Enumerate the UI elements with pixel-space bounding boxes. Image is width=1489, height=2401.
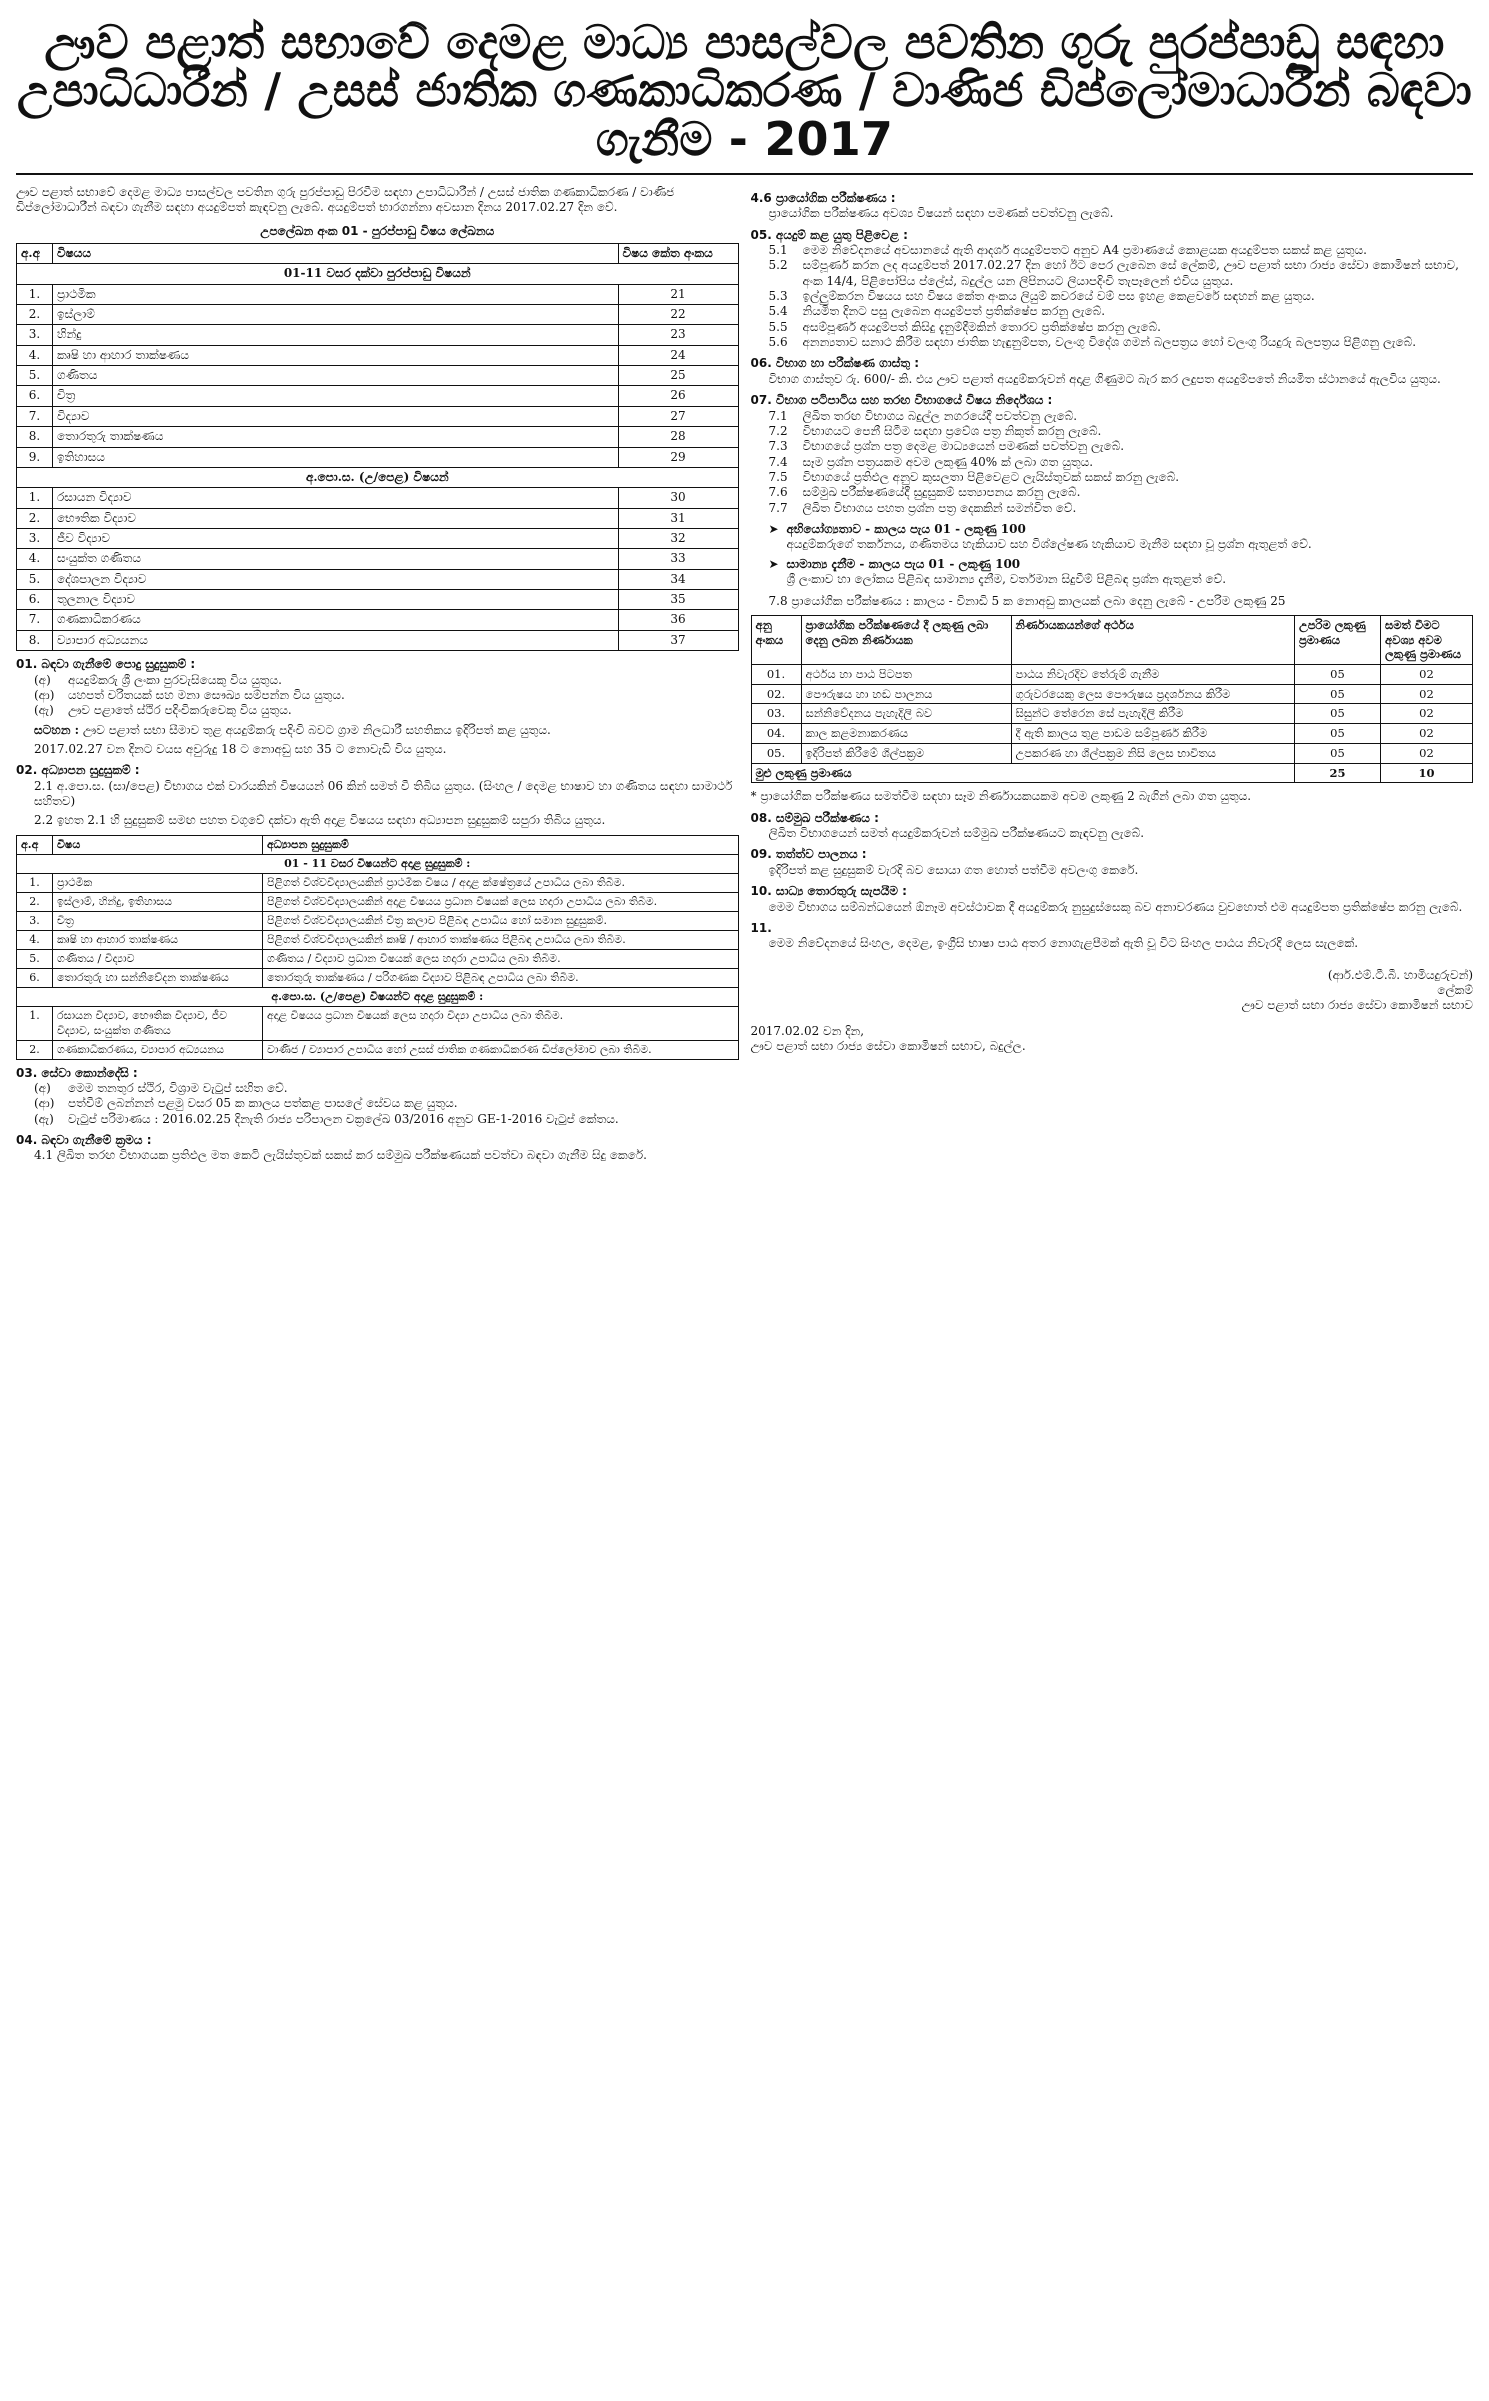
section-10-title: 10. සාධ්‍ය තොරතුරු සැපයීම : [750, 884, 907, 899]
table-row: 4. කෘෂි හා ආහාර තාක්ෂණය 24 [17, 345, 739, 365]
table-row: 1. රසායන විද්‍යාව 30 [17, 488, 739, 508]
section-11-text: මෙම නිවේදනයේ සිංහල, දෙමළ, ඉංග්‍රීසි භාෂා පාඨ අතර නොගැළපීමක් ඇති වූ විට සිංහල පාඨය නිවැරදි ලෙස සැලකේ. [768, 936, 1359, 951]
paper-item [769, 522, 1474, 553]
list-item: (ඇ) ඌව පළාතේ ස්ථිර පදිංචිකරුවෙකු විය යුතුය. [34, 703, 292, 718]
table-row: 1. රසායන විද්‍යාව, භෞතික විද්‍යාව, ජීව විද්‍යාව, සංයුක්ත ගණිතය අදාළ විෂයය ප්‍රධාන විෂයක් ලෙස හදාරා විද්‍යා උපාධිය ලබා තිබීම. [17, 1007, 739, 1040]
list-item: (ඇ) වැටුප් පරිමාණය : 2016.02.25 දිනැති රාජ්‍ය පරිපාලන චක්‍රලේඛ 03/2016 අනුව GE-1-2016 වැටුප් කේතය. [34, 1111, 619, 1126]
list-item: (ආ) යහපත් චරිතයක් සහ මනා සෞඛ්‍ය සම්පන්න විය යුතුය. [34, 687, 345, 702]
title-line-2: උපාධිධාරීන් / උසස් ජාතික ගණකාධිකරණ / වාණිජ ඩිප්ලෝමාධාරීන් බඳවා ගැනීම - 2017 [17, 63, 1472, 166]
list-item: 7.4 සෑම ප්‍රශ්න පත්‍රයකම අවම ලකුණු 40% ක් ලබා ගත යුතුය. [768, 454, 1094, 469]
section-06 [751, 356, 1474, 387]
vacancy-table-header-code: විෂය කේත අංකය [618, 243, 738, 263]
list-item: 5.5 අසම්පූර්ණ අයදුම්පත් කිසිදු දැනුම්දීමකින් තොරව ප්‍රතික්ෂේප කරනු ලැබේ. [768, 319, 1161, 334]
vacancy-group-1: 01-11 වසර දක්වා පුරප්පාඩු විෂයන් [17, 264, 739, 284]
list-item: 7.7 ලිඛිත විභාගය පහත ප්‍රශ්න පත්‍ර දෙකකින් සමන්විත වේ. [768, 500, 1077, 515]
footer-date: 2017.02.02 වන දින, [750, 1023, 865, 1038]
vacancy-table-title: උපලේඛන අංක 01 - පුරප්පාඩු විෂය ලේඛනය [260, 223, 495, 238]
section-09-text: ඉදිරිපත් කළ සුදුසුකම් වැරදි බව සොයා ගත හොත් පත්වීම අවලංගු කෙරේ. [768, 862, 1139, 877]
section-4-6 [751, 191, 1474, 222]
signature-org: ඌව පළාත් සභා රාජ්‍ය සේවා කොමිෂන් සභාව [1241, 998, 1473, 1013]
table-row: 2. ඉස්ලාම්, හින්දු, ඉතිහාසය පිළිගත් විශ්වවිද්‍යාලයකින් අදාළ විෂයය ප්‍රධාන විෂයක් ලෙස හදාරා උපාධිය ලබා තිබීම. [17, 892, 739, 911]
marks-total-row: මුළු ලකුණු ප්‍රමාණය 25 10 [751, 763, 1473, 783]
qual-group-2: අ.පො.ස. (උ/පෙළ) විෂයන්ට අදාළ සුදුසුකම් : [17, 988, 739, 1007]
section-4-6-title: 4.6 ප්‍රායෝගික පරීක්ෂණය : [750, 190, 896, 205]
footer-place: ඌව පළාත් සභා රාජ්‍ය සේවා කොමිෂන් සභාව, බදුල්ල. [750, 1039, 1026, 1054]
list-item: 7.1 ලිඛිත තරඟ විභාගය බදුල්ල නගරයේදී පවත්වනු ලැබේ. [768, 408, 1078, 423]
section-08-title: 08. සම්මුඛ පරීක්ෂණය : [750, 810, 879, 825]
table-row: 7. විද්‍යාව 27 [17, 406, 739, 426]
practical-marks-table [751, 615, 1474, 783]
table-row: 4. සංයුක්ත ගණිතය 33 [17, 549, 739, 569]
table-row: 9. ඉතිහාසය 29 [17, 447, 739, 467]
marks-header-meaning: නිර්ණායකයන්ගේ අර්ථය [1011, 615, 1295, 664]
marks-header-criteria: ප්‍රායෝගික පරීක්ෂණයේ දී ලකුණු ලබා දෙනු ලබන නිර්ණායක [801, 615, 1011, 664]
list-item: 5.2 සම්පූර්ණ කරන ලද අයදුම්පත් 2017.02.27 දින හෝ ඊට පෙර ලැබෙන සේ ලේකම්, ඌව පළාත් සභා රාජ්‍ය සේවා කොමිෂන් සභාව, අංක 14/4, පිළිපෝපිය ප්ලේස්, බදුල්ල යන ලිපිනයට ලියාපදිංචි තැපෑලෙන් එවිය යුතුය. [768, 258, 1459, 288]
section-06-title: 06. විභාග හා පරීක්ෂණ ගාස්තු : [750, 356, 920, 371]
section-11-title: 11. [750, 920, 772, 935]
marks-header-no: අනු අංකය [751, 615, 801, 664]
section-01-age: 2017.02.27 වන දිනට වයස අවුරුදු 18 ට නොඅඩු සහ 35 ට නොවැඩි විය යුතුය. [34, 741, 447, 756]
paper-2-title: සාමාන්‍ය දැනීම - කාලය පැය 01 - ලකුණු 100 [786, 556, 1021, 571]
section-01-note: සටහන : ඌව පළාත් සභා සීමාව තුළ අයදුම්කරු පදිංචි බවට ග්‍රාම නිලධාරී සහතිකය ඉදිරිපත් කළ යුතුය. [34, 722, 551, 737]
title-line-1: ඌව පළාත් සභාවේ දෙමළ මාධ්‍ය පාසල්වල පවතින ගුරු පුරප්පාඩු සඳහා [44, 15, 1445, 69]
signature-title: ලේකම් [1437, 982, 1473, 997]
table-row: 01. අර්ථය හා පාඨ පිටපත පාඨය නිවැරදිව තේරුම් ගැනීම 05 02 [751, 665, 1473, 685]
left-column [16, 185, 739, 2401]
table-row: 2. ගණකාධිකරණය, ව්‍යාපාර අධ්‍යයනය වාණිජ / ව්‍යාපාර උපාධිය හෝ උසස් ජාතික ගණකාධිකරණ ඩිප්ලෝමාව ලබා තිබීම. [17, 1040, 739, 1059]
vacancy-group-2: අ.පො.ස. (උ/පෙළ) විෂයන් [17, 467, 739, 487]
section-09 [751, 847, 1474, 878]
page-title [16, 15, 1473, 166]
table-row: 1. ප්‍රාථමික 21 [17, 284, 739, 304]
signature-name: (ආර්.එම්.ටී.බී. හාමියදුරුවන්) [1327, 967, 1473, 982]
list-item: 7.5 විභාගයේ ප්‍රතිඵල අනුව කුසලතා පිළිවෙළට ලැයිස්තුවක් සකස් කරනු ලැබේ. [768, 470, 1180, 484]
qual-table-header-no: අ.අ [17, 835, 53, 854]
bullet-icon: ➤ [768, 522, 779, 537]
section-02-text-2: 2.2 ඉහත 2.1 හි සුදුසුකම් සමඟ පහත වගුවේ දක්වා ඇති අදාළ විෂයය සඳහා අධ්‍යාපන සුදුසුකම් සපුරා තිබිය යුතුය. [34, 813, 606, 828]
section-04 [16, 1133, 739, 1164]
table-row: 5. ගණිතය 25 [17, 366, 739, 386]
section-05 [751, 228, 1474, 351]
list-item: 7.6 සම්මුඛ පරීක්ෂණයේදී සුදුසුකම් සත්‍යාපනය කරනු ලැබේ. [768, 485, 1081, 500]
qual-table-header-qualification: අධ්‍යාපන සුදුසුකම් [263, 835, 739, 854]
table-row: 6. තුලනාල විද්‍යාව 35 [17, 590, 739, 610]
section-07 [751, 393, 1474, 609]
section-02-title: 02. අධ්‍යාපන සුදුසුකම් : [16, 763, 140, 778]
paper-1-desc: අයදුම්කරුගේ තර්කනය, ගණිතමය හැකියාව සහ විශ්ලේෂණ හැකියාව මැනීම සඳහා වූ ප්‍රශ්න ඇතුළත් වේ. [786, 537, 1312, 552]
section-09-title: 09. තත්ත්ව පාලනය : [750, 847, 867, 862]
section-02 [16, 763, 739, 1059]
table-row: 03. සන්නිවේදනය පැහැදිලි බව සිසුන්ට තේරෙන සේ පැහැදිලි කිරීම 05 02 [751, 704, 1473, 724]
section-11 [751, 921, 1474, 952]
section-05-title: 05. අයදුම් කළ යුතු පිළිවෙළ : [750, 227, 908, 242]
table-row: 8. ව්‍යාපාර අධ්‍යයනය 37 [17, 630, 739, 650]
section-04-text: 4.1 ලිඛිත තරඟ විභාගයක ප්‍රතිඵල මත කෙටි ලැයිස්තුවක් සකස් කර සම්මුඛ පරීක්ෂණයක් පවත්වා බඳවා ගැනීම සිදු කෙරේ. [34, 1148, 647, 1163]
table-row: 1. ප්‍රාථමික පිළිගත් විශ්වවිද්‍යාලයකින් ප්‍රාථමික විෂය / අදාළ ක්ෂේත්‍රයේ උපාධිය ලබා තිබීම. [17, 873, 739, 892]
table-row: 3. හින්දු 23 [17, 325, 739, 345]
section-08 [751, 811, 1474, 842]
list-item: 5.3 ඉල්ලුම්කරන විෂයය සහ විෂය කේත අංකය ලියුම් කවරයේ වම් පස ඉහළ කෙළවරේ සඳහන් කළ යුතුය. [768, 289, 1315, 304]
marks-header-max: උපරිම ලකුණු ප්‍රමාණය [1295, 615, 1381, 664]
list-item: 5.1 මෙම නිවේදනයේ අවසානයේ ඇති ආදර්ශ අයදුම්පතට අනුව A4 ප්‍රමාණයේ කොළයක අයදුම්පත සකස් කළ යුතුය. [768, 242, 1367, 257]
section-01-title: 01. බඳවා ගැනීමේ පොදු සුදුසුකම් : [16, 657, 196, 672]
right-column [751, 185, 1474, 2401]
paper-item [769, 557, 1474, 588]
title-divider [16, 173, 1473, 175]
table-row: 2. ඉස්ලාම් 22 [17, 305, 739, 325]
table-row: 02. පෞරුෂය හා හඬ පාලනය ගුරුවරයෙකු ලෙස පෞරුෂය ප්‍රදර්ශනය කිරීම 05 02 [751, 684, 1473, 704]
marks-header-min: සමත් වීමට අවශ්‍ය අවම ලකුණු ප්‍රමාණය [1381, 615, 1473, 664]
section-10-text: මෙම විභාගය සම්බන්ධයෙන් ඕනෑම අවස්ථාවක දී අයදුම්කරු නුසුදුස්සෙකු බව අනාවරණය වුවහොත් එම අයදුම්පත ප්‍රතික්ෂේප කරනු ලැබේ. [768, 899, 1463, 914]
table-row: 7. ගණකාධිකරණය 36 [17, 610, 739, 630]
section-4-6-text: ප්‍රායෝගික පරීක්ෂණය අවශ්‍ය විෂයන් සඳහා පමණක් පවත්වනු ලැබේ. [768, 206, 1114, 221]
list-item: (අ) අයදුම්කරු ශ්‍රී ලංකා පුරවැසියෙකු විය යුතුය. [34, 672, 282, 687]
section-02-text-1: 2.1 අ.පො.ස. (සා/පෙළ) විභාගය එක් වාරයකින් විෂයයන් 06 කින් සමත් වී තිබිය යුතුය. (සිංහල / දෙමළ භාෂාව හා ගණිතය සඳහා සාමාර්ථ සහිතව) [34, 778, 733, 809]
paper-list [769, 522, 1474, 587]
bullet-icon: ➤ [768, 556, 779, 571]
table-row: 8. තොරතුරු තාක්ෂණය 28 [17, 427, 739, 447]
paper-1-title: අභියෝග්‍යතාව - කාලය පැය 01 - ලකුණු 100 [786, 522, 1026, 537]
table-row: 04. කාල කළමනාකරණය දී ඇති කාලය තුළ පාඩම සම්පූර්ණ කිරීම 05 02 [751, 724, 1473, 744]
table-row: 3. චිත්‍ර පිළිගත් විශ්වවිද්‍යාලයකින් චිත්‍ර කලාව පිළිබඳ උපාධිය හෝ සමාන සුදුසුකම්. [17, 912, 739, 931]
table-row: 4. කෘෂි හා ආහාර තාක්ෂණය පිළිගත් විශ්වවිද්‍යාලයකින් කෘෂි / ආහාර තාක්ෂණය පිළිබඳ උපාධිය ලබා තිබීම. [17, 931, 739, 950]
section-10 [751, 884, 1474, 915]
qualifications-table [16, 835, 739, 1060]
vacancy-table-header-subject: විෂයය [53, 243, 619, 263]
list-item: 7.2 විභාගයට පෙනී සිටීම සඳහා ප්‍රවේශ පත්‍ර නිකුත් කරනු ලැබේ. [768, 423, 1102, 438]
table-row: 2. භෞතික විද්‍යාව 31 [17, 508, 739, 528]
section-03 [16, 1066, 739, 1127]
qual-table-header-subject: විෂය [53, 835, 263, 854]
table-row: 5. දේශපාලන විද්‍යාව 34 [17, 569, 739, 589]
table-row: 5. ගණිතය / විද්‍යාව ගණිතය / විද්‍යාව ප්‍රධාන විෂයක් ලෙස හදාරා උපාධිය ලබා තිබීම. [17, 950, 739, 969]
table-row: 3. ජීව විද්‍යාව 32 [17, 529, 739, 549]
footer-date-place [751, 1024, 1474, 1055]
vacancy-table [16, 243, 739, 651]
content-columns [16, 185, 1473, 2401]
section-03-title: 03. සේවා කොන්දේසි : [16, 1065, 138, 1080]
section-08-text: ලිඛිත විභාගයෙන් සමත් අයදුම්කරුවන් සම්මුඛ පරීක්ෂණයට කැඳවනු ලැබේ. [768, 826, 1145, 841]
list-item: 5.6 අනන්‍යතාව සනාථ කිරීම සඳහා ජාතික හැඳුනුම්පත, වලංගු විදේශ ගමන් බලපත්‍රය හෝ වලංගු රියදුරු බලපත්‍රය පිළිගනු ලැබේ. [768, 335, 1417, 350]
table-row: 6. චිත්‍ර 26 [17, 386, 739, 406]
table-row: 05. ඉදිරිපත් කිරීමේ ශිල්පක්‍රම උපකරණ හා ශිල්පක්‍රම නිසි ලෙස භාවිතය 05 02 [751, 743, 1473, 763]
section-06-text: විභාග ගාස්තුව රු. 600/- කි. එය ඌව පළාත් අයදුම්කරුවන් අදාළ ගිණුමට බැර කර ලදුපත අයදුම්පතේ නියමිත ස්ථානයේ ඇලවිය යුතුය. [768, 371, 1441, 386]
vacancy-table-header-no: අ.අ [17, 243, 53, 263]
table-row: 6. තොරතුරු හා සන්නිවේදන තාක්ෂණය තොරතුරු තාක්ෂණය / පරිගණක විද්‍යාව පිළිබඳ උපාධිය ලබා තිබීම. [17, 969, 739, 988]
list-item: 7.3 විභාගයේ ප්‍රශ්න පත්‍ර දෙමළ මාධ්‍යයෙන් පමණක් පවත්වනු ලැබේ. [768, 439, 1125, 454]
list-item: (අ) මෙම තනතුර ස්ථිර, විශ්‍රාම වැටුප් සහිත වේ. [34, 1081, 288, 1096]
section-7-8: 7.8 ප්‍රායෝගික පරීක්ෂණය : කාලය - විනාඩි 5 ක නොඅඩු කාලයක් ලබා දෙනු ලැබේ - උපරිම ලකුණු 25 [768, 593, 1286, 608]
section-04-title: 04. බඳවා ගැනීමේ ක්‍රමය : [16, 1133, 152, 1148]
qual-group-1: 01 - 11 වසර විෂයන්ට අදාළ සුදුසුකම් : [17, 854, 739, 873]
list-item: 5.4 නියමිත දිනට පසු ලැබෙන අයදුම්පත් ප්‍රතික්ෂේප කරනු ලැබේ. [768, 304, 1106, 319]
paper-2-desc: ශ්‍රී ලංකාව හා ලෝකය පිළිබඳ සාමාන්‍ය දැනීම, වර්තමාන සිදුවීම් පිළිබඳ ප්‍රශ්න ඇතුළත් වේ. [786, 572, 1227, 587]
section-01 [16, 657, 739, 757]
intro-paragraph: ඌව පළාත් සභාවේ දෙමළ මාධ්‍ය පාසල්වල පවතින ගුරු පුරප්පාඩු පිරවීම සඳහා උපාධිධාරීන් / උසස් ජාතික ගණකාධිකරණ / වාණිජ ඩිප්ලෝමාධාරීන් බඳවා ගැනීම සඳහා අයදුම්පත් කැඳවනු ලැබේ. අයදුම්පත් භාරගන්නා අවසාන දිනය 2017.02.27 දින වේ. [16, 184, 675, 215]
signature-block [751, 968, 1474, 1014]
after-table-note: * ප්‍රායෝගික පරීක්ෂණය සමත්වීම සඳහා සෑම නිර්ණායකයකම අවම ලකුණු 2 බැගින් ලබා ගත යුතුය. [750, 789, 1252, 804]
list-item: (ආ) පත්වීම් ලබන්නන් පළමු වසර 05 ක කාලය පත්කළ පාසලේ සේවය කළ යුතුය. [34, 1096, 458, 1111]
section-07-title: 07. විභාග පටිපාටිය සහ තරඟ විභාගයේ විෂය නිර්දේශය : [750, 393, 1053, 408]
